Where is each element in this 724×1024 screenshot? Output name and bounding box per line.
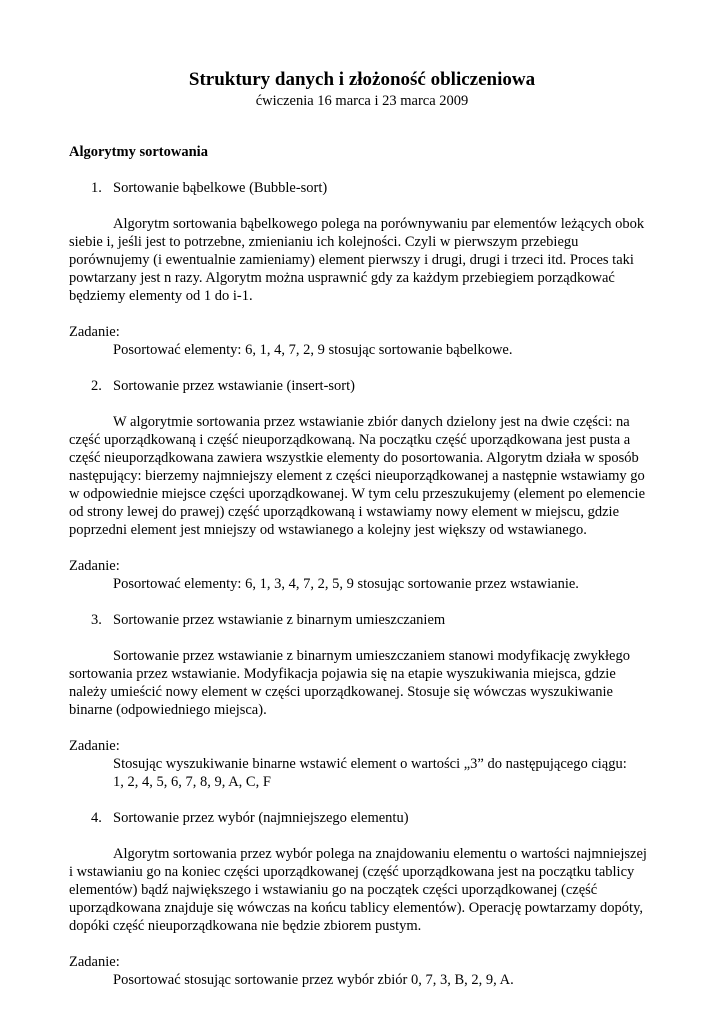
item-title: Sortowanie przez wstawianie (insert-sort)	[113, 378, 355, 394]
task-line: Posortować elementy: 6, 1, 4, 7, 2, 9 stosując sortowanie bąbelkowe.	[113, 342, 513, 358]
item-number: 1.	[91, 180, 102, 196]
item-2-task	[69, 575, 659, 593]
item-2-heading	[69, 377, 659, 395]
item-title: Sortowanie przez wybór (najmniejszego elementu)	[113, 810, 409, 826]
item-2-paragraph	[69, 413, 659, 539]
paragraph-line: dopóki część nieuporządkowana nie będzie zbiorem pustym.	[69, 918, 422, 934]
document-title: Struktury danych i złożoność obliczeniowa	[188, 69, 536, 90]
item-3-paragraph	[69, 647, 659, 719]
item-title: Sortowanie bąbelkowe (Bubble-sort)	[113, 180, 328, 196]
paragraph-line: Algorytm sortowania przez wybór polega na znajdowaniu elementu o wartości najmniejszej	[113, 846, 647, 862]
task-label: Zadanie:	[69, 558, 120, 574]
document-subtitle: ćwiczenia 16 marca i 23 marca 2009	[255, 93, 469, 109]
task-line: Posortować stosując sortowanie przez wybór zbiór 0, 7, 3, B, 2, 9, A.	[113, 972, 514, 988]
task-label: Zadanie:	[69, 954, 120, 970]
paragraph-line: siebie i, jeśli jest to potrzebne, zmienianiu ich kolejności. Czyli w pierwszym przebiegu	[69, 234, 579, 250]
paragraph-line: będziemy elementy od 1 do i-1.	[69, 288, 253, 304]
paragraph-line: część nieuporządkowana zawiera wszystkie elementy do posortowania. Algorytm działa w sposób	[69, 450, 639, 466]
item-4-task	[69, 971, 659, 989]
paragraph-line: W algorytmie sortowania przez wstawianie zbiór danych dzielony jest na dwie części: na	[113, 414, 630, 430]
task-label: Zadanie:	[69, 738, 120, 754]
paragraph-line: i wstawianiu go na koniec części uporządkowanej (część uporządkowana jest na początku tablicy	[69, 864, 635, 880]
task-line: Posortować elementy: 6, 1, 3, 4, 7, 2, 5, 9 stosując sortowanie przez wstawianie.	[113, 576, 579, 592]
paragraph-line: Algorytm sortowania bąbelkowego polega na porównywaniu par elementów leżących obok	[113, 216, 645, 232]
item-1-heading	[69, 179, 659, 197]
paragraph-line: elementów) bądź największego i wstawianiu go na początek części uporządkowanej (część	[69, 882, 598, 898]
paragraph-line: część uporządkowaną i część nieuporządkowaną. Na początku część uporządkowana jest pusta a	[69, 432, 631, 448]
item-number: 4.	[91, 810, 102, 826]
task-label: Zadanie:	[69, 324, 120, 340]
item-number: 2.	[91, 378, 102, 394]
paragraph-line: poprzedni element jest mniejszy od wstawianego a kolejny jest większy od wstawianego.	[69, 522, 587, 538]
paragraph-line: należy umieścić nowy element w części uporządkowanej. Stosuje się wówczas wyszukiwanie	[69, 684, 613, 700]
paragraph-line: następujący: bierzemy najmniejszy element z części nieuporządkowanej a następnie wstawiamy go	[69, 468, 645, 484]
item-3-task	[69, 755, 659, 791]
item-3-heading	[69, 611, 659, 629]
item-title: Sortowanie przez wstawianie z binarnym umieszczaniem	[113, 612, 446, 628]
item-1-paragraph	[69, 215, 659, 305]
paragraph-line: sortowania przez wstawianie. Modyfikacja pojawia się na etapie wyszukiwania miejsca, gdzie	[69, 666, 616, 682]
paragraph-line: w odpowiednie miejsce części uporządkowanej. W tym celu przeszukujemy (element po elemencie	[69, 486, 646, 502]
paragraph-line: od strony lewej do prawej) część uporządkowaną i wstawiamy nowy element w miejscu, gdzie	[69, 504, 620, 520]
paragraph-line: uporządkowana znajduje się wówczas na końcu tablicy elementów). Operację powtarzamy dopóty,	[69, 900, 644, 916]
paragraph-line: powtarzany jest n razy. Algorytm można usprawnić gdy za każdym przebiegiem porządkować	[69, 270, 615, 286]
paragraph-line: binarne (odpowiedniego miejsca).	[69, 702, 267, 718]
task-line: Stosując wyszukiwanie binarne wstawić element o wartości „3” do następującego ciągu:	[113, 756, 627, 772]
document-body	[69, 143, 659, 989]
paragraph-line: porównujemy (i ewentualnie zamieniamy) element pierwszy i drugi, drugi i trzeci itd. Proces taki	[69, 252, 634, 268]
task-line: 1, 2, 4, 5, 6, 7, 8, 9, A, C, F	[113, 774, 271, 790]
item-number: 3.	[91, 612, 102, 628]
paragraph-line: Sortowanie przez wstawianie z binarnym umieszczaniem stanowi modyfikację zwykłego	[113, 648, 630, 664]
section-heading: Algorytmy sortowania	[69, 144, 208, 160]
item-4-heading	[69, 809, 659, 827]
item-4-paragraph	[69, 845, 659, 935]
item-1-task	[69, 341, 659, 359]
